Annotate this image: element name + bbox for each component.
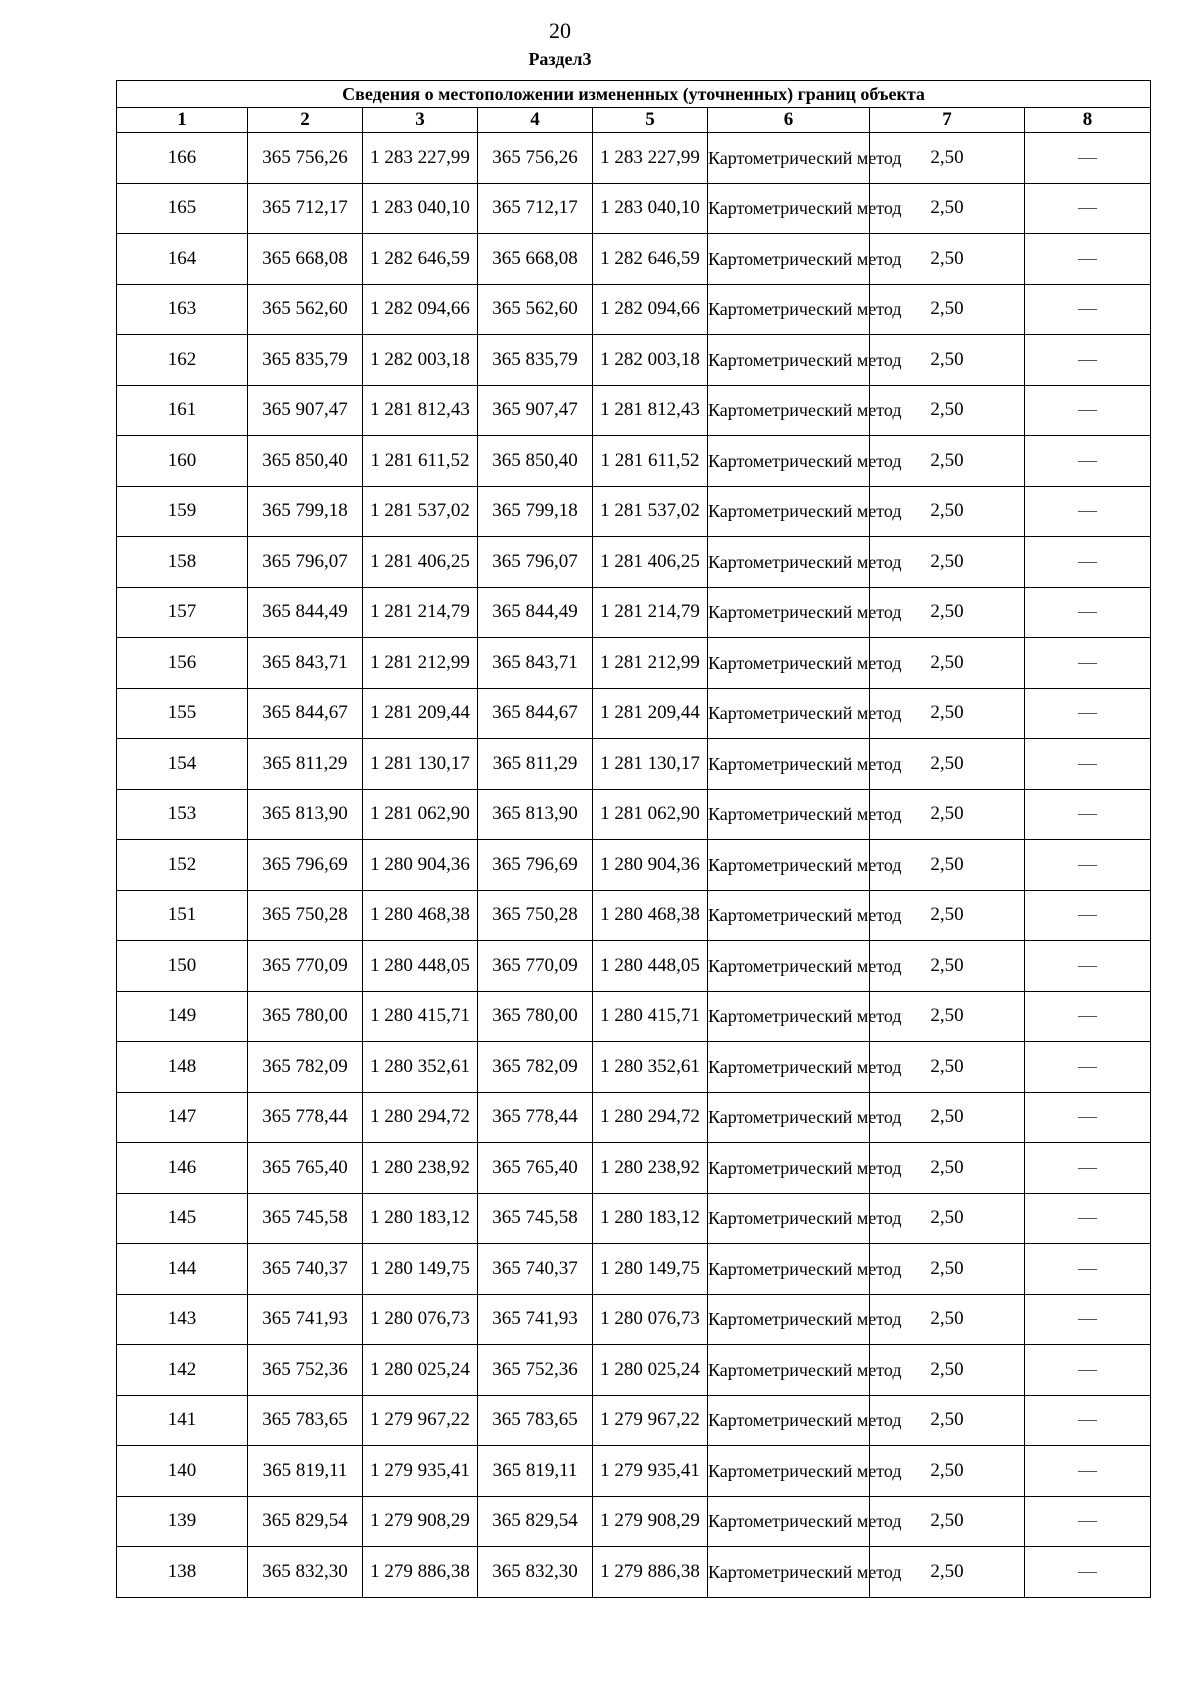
determination-method-cell: Картометрический метод [708,1294,870,1345]
table-row [117,436,1151,487]
accuracy-cell: 2,50 [870,1143,1025,1194]
y-coordinate-old-cell: 1 279 908,29 [363,1496,478,1547]
x-coordinate-new-cell: 365 811,29 [478,739,593,790]
description-cell: — [1025,1244,1151,1295]
determination-method-cell: Картометрический метод [708,1092,870,1143]
description-cell: — [1025,284,1151,335]
accuracy-cell: 2,50 [870,1042,1025,1093]
determination-method-cell: Картометрический метод [708,840,870,891]
table-row [117,1143,1151,1194]
x-coordinate-new-cell: 365 745,58 [478,1193,593,1244]
table-row [117,1345,1151,1396]
description-cell: — [1025,890,1151,941]
x-coordinate-old-cell: 365 829,54 [248,1496,363,1547]
y-coordinate-old-cell: 1 280 294,72 [363,1092,478,1143]
accuracy-cell: 2,50 [870,1395,1025,1446]
determination-method-cell: Картометрический метод [708,587,870,638]
y-coordinate-new-cell: 1 280 448,05 [593,941,708,992]
accuracy-cell: 2,50 [870,890,1025,941]
accuracy-cell: 2,50 [870,335,1025,386]
accuracy-cell: 2,50 [870,941,1025,992]
x-coordinate-new-cell: 365 756,26 [478,133,593,184]
x-coordinate-old-cell: 365 668,08 [248,234,363,285]
accuracy-cell: 2,50 [870,486,1025,537]
table-row [117,587,1151,638]
x-coordinate-old-cell: 365 562,60 [248,284,363,335]
point-number-cell: 143 [117,1294,248,1345]
y-coordinate-old-cell: 1 281 214,79 [363,587,478,638]
description-cell: — [1025,1092,1151,1143]
determination-method-cell: Картометрический метод [708,1042,870,1093]
x-coordinate-new-cell: 365 850,40 [478,436,593,487]
x-coordinate-old-cell: 365 770,09 [248,941,363,992]
x-coordinate-old-cell: 365 813,90 [248,789,363,840]
y-coordinate-old-cell: 1 281 130,17 [363,739,478,790]
table-row [117,1042,1151,1093]
y-coordinate-new-cell: 1 280 149,75 [593,1244,708,1295]
determination-method-cell: Картометрический метод [708,1244,870,1295]
determination-method-cell: Картометрический метод [708,739,870,790]
table-row [117,486,1151,537]
y-coordinate-old-cell: 1 281 062,90 [363,789,478,840]
accuracy-cell: 2,50 [870,1547,1025,1598]
accuracy-cell: 2,50 [870,436,1025,487]
x-coordinate-new-cell: 365 844,67 [478,688,593,739]
x-coordinate-old-cell: 365 907,47 [248,385,363,436]
determination-method-cell: Картометрический метод [708,133,870,184]
determination-method-cell: Картометрический метод [708,789,870,840]
column-number-7: 7 [870,108,1025,133]
description-cell: — [1025,1395,1151,1446]
y-coordinate-new-cell: 1 281 812,43 [593,385,708,436]
x-coordinate-old-cell: 365 819,11 [248,1446,363,1497]
determination-method-cell: Картометрический метод [708,537,870,588]
x-coordinate-new-cell: 365 765,40 [478,1143,593,1194]
y-coordinate-old-cell: 1 279 967,22 [363,1395,478,1446]
determination-method-cell: Картометрический метод [708,1547,870,1598]
description-cell: — [1025,537,1151,588]
point-number-cell: 151 [117,890,248,941]
determination-method-cell: Картометрический метод [708,1345,870,1396]
x-coordinate-new-cell: 365 712,17 [478,183,593,234]
coordinates-table [116,80,1151,1598]
description-cell: — [1025,739,1151,790]
y-coordinate-new-cell: 1 279 886,38 [593,1547,708,1598]
y-coordinate-new-cell: 1 282 003,18 [593,335,708,386]
y-coordinate-new-cell: 1 283 227,99 [593,133,708,184]
determination-method-cell: Картометрический метод [708,1395,870,1446]
description-cell: — [1025,941,1151,992]
point-number-cell: 158 [117,537,248,588]
description-cell: — [1025,385,1151,436]
table-row [117,688,1151,739]
x-coordinate-new-cell: 365 813,90 [478,789,593,840]
x-coordinate-old-cell: 365 756,26 [248,133,363,184]
description-cell: — [1025,991,1151,1042]
y-coordinate-new-cell: 1 281 611,52 [593,436,708,487]
description-cell: — [1025,234,1151,285]
x-coordinate-new-cell: 365 782,09 [478,1042,593,1093]
y-coordinate-old-cell: 1 280 149,75 [363,1244,478,1295]
table-row [117,1244,1151,1295]
point-number-cell: 144 [117,1244,248,1295]
point-number-cell: 159 [117,486,248,537]
y-coordinate-old-cell: 1 280 076,73 [363,1294,478,1345]
x-coordinate-old-cell: 365 752,36 [248,1345,363,1396]
accuracy-cell: 2,50 [870,840,1025,891]
x-coordinate-old-cell: 365 712,17 [248,183,363,234]
table-row [117,385,1151,436]
determination-method-cell: Картометрический метод [708,234,870,285]
description-cell: — [1025,1042,1151,1093]
description-cell: — [1025,1547,1151,1598]
x-coordinate-new-cell: 365 778,44 [478,1092,593,1143]
y-coordinate-new-cell: 1 280 183,12 [593,1193,708,1244]
x-coordinate-old-cell: 365 750,28 [248,890,363,941]
x-coordinate-old-cell: 365 850,40 [248,436,363,487]
determination-method-cell: Картометрический метод [708,1193,870,1244]
determination-method-cell: Картометрический метод [708,284,870,335]
table-row [117,739,1151,790]
table-row [117,991,1151,1042]
determination-method-cell: Картометрический метод [708,1446,870,1497]
table-row [117,183,1151,234]
point-number-cell: 139 [117,1496,248,1547]
table-row [117,941,1151,992]
y-coordinate-new-cell: 1 282 094,66 [593,284,708,335]
y-coordinate-old-cell: 1 281 812,43 [363,385,478,436]
x-coordinate-old-cell: 365 796,69 [248,840,363,891]
description-cell: — [1025,1143,1151,1194]
point-number-cell: 154 [117,739,248,790]
y-coordinate-old-cell: 1 281 406,25 [363,537,478,588]
column-number-6: 6 [708,108,870,133]
point-number-cell: 138 [117,1547,248,1598]
point-number-cell: 145 [117,1193,248,1244]
point-number-cell: 148 [117,1042,248,1093]
point-number-cell: 156 [117,638,248,689]
determination-method-cell: Картометрический метод [708,941,870,992]
x-coordinate-old-cell: 365 778,44 [248,1092,363,1143]
x-coordinate-old-cell: 365 745,58 [248,1193,363,1244]
description-cell: — [1025,789,1151,840]
x-coordinate-new-cell: 365 796,69 [478,840,593,891]
description-cell: — [1025,1446,1151,1497]
y-coordinate-new-cell: 1 279 935,41 [593,1446,708,1497]
accuracy-cell: 2,50 [870,739,1025,790]
x-coordinate-old-cell: 365 780,00 [248,991,363,1042]
point-number-cell: 163 [117,284,248,335]
y-coordinate-old-cell: 1 280 183,12 [363,1193,478,1244]
accuracy-cell: 2,50 [870,688,1025,739]
y-coordinate-old-cell: 1 279 935,41 [363,1446,478,1497]
x-coordinate-new-cell: 365 752,36 [478,1345,593,1396]
x-coordinate-old-cell: 365 783,65 [248,1395,363,1446]
table-body [117,133,1151,1598]
x-coordinate-new-cell: 365 783,65 [478,1395,593,1446]
y-coordinate-new-cell: 1 280 415,71 [593,991,708,1042]
x-coordinate-new-cell: 365 562,60 [478,284,593,335]
x-coordinate-old-cell: 365 832,30 [248,1547,363,1598]
table-row [117,1092,1151,1143]
determination-method-cell: Картометрический метод [708,335,870,386]
x-coordinate-old-cell: 365 740,37 [248,1244,363,1295]
determination-method-cell: Картометрический метод [708,890,870,941]
table-row [117,1395,1151,1446]
description-cell: — [1025,436,1151,487]
x-coordinate-new-cell: 365 796,07 [478,537,593,588]
determination-method-cell: Картометрический метод [708,1496,870,1547]
x-coordinate-old-cell: 365 796,07 [248,537,363,588]
y-coordinate-old-cell: 1 280 238,92 [363,1143,478,1194]
y-coordinate-new-cell: 1 281 212,99 [593,638,708,689]
y-coordinate-old-cell: 1 281 212,99 [363,638,478,689]
description-cell: — [1025,1193,1151,1244]
x-coordinate-old-cell: 365 741,93 [248,1294,363,1345]
accuracy-cell: 2,50 [870,1294,1025,1345]
x-coordinate-old-cell: 365 799,18 [248,486,363,537]
y-coordinate-new-cell: 1 279 908,29 [593,1496,708,1547]
table-row [117,133,1151,184]
x-coordinate-old-cell: 365 835,79 [248,335,363,386]
x-coordinate-new-cell: 365 843,71 [478,638,593,689]
x-coordinate-new-cell: 365 832,30 [478,1547,593,1598]
y-coordinate-old-cell: 1 281 537,02 [363,486,478,537]
accuracy-cell: 2,50 [870,1193,1025,1244]
y-coordinate-new-cell: 1 281 406,25 [593,537,708,588]
accuracy-cell: 2,50 [870,1244,1025,1295]
y-coordinate-new-cell: 1 280 904,36 [593,840,708,891]
description-cell: — [1025,638,1151,689]
accuracy-cell: 2,50 [870,133,1025,184]
y-coordinate-new-cell: 1 281 130,17 [593,739,708,790]
accuracy-cell: 2,50 [870,991,1025,1042]
accuracy-cell: 2,50 [870,587,1025,638]
y-coordinate-old-cell: 1 280 448,05 [363,941,478,992]
accuracy-cell: 2,50 [870,1092,1025,1143]
column-number-5: 5 [593,108,708,133]
y-coordinate-old-cell: 1 280 468,38 [363,890,478,941]
determination-method-cell: Картометрический метод [708,486,870,537]
x-coordinate-new-cell: 365 741,93 [478,1294,593,1345]
x-coordinate-new-cell: 365 907,47 [478,385,593,436]
point-number-cell: 157 [117,587,248,638]
table-row [117,284,1151,335]
y-coordinate-old-cell: 1 282 646,59 [363,234,478,285]
table-row [117,234,1151,285]
point-number-cell: 164 [117,234,248,285]
x-coordinate-new-cell: 365 844,49 [478,587,593,638]
y-coordinate-new-cell: 1 280 352,61 [593,1042,708,1093]
point-number-cell: 141 [117,1395,248,1446]
accuracy-cell: 2,50 [870,1345,1025,1396]
determination-method-cell: Картометрический метод [708,688,870,739]
x-coordinate-old-cell: 365 843,71 [248,638,363,689]
determination-method-cell: Картометрический метод [708,991,870,1042]
y-coordinate-new-cell: 1 281 537,02 [593,486,708,537]
description-cell: — [1025,183,1151,234]
accuracy-cell: 2,50 [870,385,1025,436]
description-cell: — [1025,1345,1151,1396]
point-number-cell: 161 [117,385,248,436]
y-coordinate-new-cell: 1 281 062,90 [593,789,708,840]
y-coordinate-old-cell: 1 283 227,99 [363,133,478,184]
y-coordinate-old-cell: 1 283 040,10 [363,183,478,234]
x-coordinate-old-cell: 365 765,40 [248,1143,363,1194]
y-coordinate-old-cell: 1 280 904,36 [363,840,478,891]
x-coordinate-new-cell: 365 780,00 [478,991,593,1042]
y-coordinate-new-cell: 1 280 025,24 [593,1345,708,1396]
description-cell: — [1025,840,1151,891]
description-cell: — [1025,1496,1151,1547]
point-number-cell: 147 [117,1092,248,1143]
table-row [117,638,1151,689]
table-row [117,335,1151,386]
determination-method-cell: Картометрический метод [708,385,870,436]
point-number-cell: 146 [117,1143,248,1194]
y-coordinate-old-cell: 1 281 209,44 [363,688,478,739]
column-number-4: 4 [478,108,593,133]
x-coordinate-old-cell: 365 844,67 [248,688,363,739]
point-number-cell: 152 [117,840,248,891]
description-cell: — [1025,587,1151,638]
description-cell: — [1025,486,1151,537]
y-coordinate-new-cell: 1 280 238,92 [593,1143,708,1194]
x-coordinate-new-cell: 365 740,37 [478,1244,593,1295]
determination-method-cell: Картометрический метод [708,436,870,487]
description-cell: — [1025,1294,1151,1345]
point-number-cell: 155 [117,688,248,739]
point-number-cell: 150 [117,941,248,992]
accuracy-cell: 2,50 [870,537,1025,588]
description-cell: — [1025,133,1151,184]
point-number-cell: 142 [117,1345,248,1396]
y-coordinate-new-cell: 1 279 967,22 [593,1395,708,1446]
x-coordinate-old-cell: 365 782,09 [248,1042,363,1093]
y-coordinate-new-cell: 1 280 468,38 [593,890,708,941]
y-coordinate-old-cell: 1 280 025,24 [363,1345,478,1396]
column-number-3: 3 [363,108,478,133]
y-coordinate-new-cell: 1 280 294,72 [593,1092,708,1143]
y-coordinate-new-cell: 1 283 040,10 [593,183,708,234]
accuracy-cell: 2,50 [870,789,1025,840]
table-row [117,840,1151,891]
table-row [117,537,1151,588]
x-coordinate-new-cell: 365 799,18 [478,486,593,537]
point-number-cell: 162 [117,335,248,386]
accuracy-cell: 2,50 [870,183,1025,234]
determination-method-cell: Картометрический метод [708,638,870,689]
accuracy-cell: 2,50 [870,284,1025,335]
table-row [117,890,1151,941]
x-coordinate-old-cell: 365 811,29 [248,739,363,790]
y-coordinate-old-cell: 1 282 003,18 [363,335,478,386]
description-cell: — [1025,688,1151,739]
y-coordinate-new-cell: 1 281 214,79 [593,587,708,638]
description-cell: — [1025,335,1151,386]
page-number: 20 [549,18,571,43]
point-number-cell: 166 [117,133,248,184]
column-number-2: 2 [248,108,363,133]
column-number-8: 8 [1025,108,1151,133]
x-coordinate-new-cell: 365 835,79 [478,335,593,386]
x-coordinate-old-cell: 365 844,49 [248,587,363,638]
accuracy-cell: 2,50 [870,1446,1025,1497]
y-coordinate-new-cell: 1 280 076,73 [593,1294,708,1345]
table-row [117,1496,1151,1547]
y-coordinate-new-cell: 1 282 646,59 [593,234,708,285]
y-coordinate-old-cell: 1 280 415,71 [363,991,478,1042]
determination-method-cell: Картометрический метод [708,1143,870,1194]
column-number-row [117,108,1151,133]
y-coordinate-new-cell: 1 281 209,44 [593,688,708,739]
x-coordinate-new-cell: 365 819,11 [478,1446,593,1497]
section-title: Раздел3 [528,49,592,69]
x-coordinate-new-cell: 365 750,28 [478,890,593,941]
accuracy-cell: 2,50 [870,1496,1025,1547]
x-coordinate-new-cell: 365 829,54 [478,1496,593,1547]
point-number-cell: 153 [117,789,248,840]
y-coordinate-old-cell: 1 281 611,52 [363,436,478,487]
point-number-cell: 149 [117,991,248,1042]
determination-method-cell: Картометрический метод [708,183,870,234]
table-row [117,1446,1151,1497]
accuracy-cell: 2,50 [870,638,1025,689]
column-number-1: 1 [117,108,248,133]
table-row [117,1193,1151,1244]
point-number-cell: 140 [117,1446,248,1497]
table-row [117,1547,1151,1598]
y-coordinate-old-cell: 1 282 094,66 [363,284,478,335]
table-row [117,789,1151,840]
point-number-cell: 165 [117,183,248,234]
x-coordinate-new-cell: 365 770,09 [478,941,593,992]
x-coordinate-new-cell: 365 668,08 [478,234,593,285]
point-number-cell: 160 [117,436,248,487]
table-row [117,1294,1151,1345]
y-coordinate-old-cell: 1 280 352,61 [363,1042,478,1093]
table-caption: Сведения о местоположении измененных (уточненных) границ объекта [117,81,1151,108]
accuracy-cell: 2,50 [870,234,1025,285]
y-coordinate-old-cell: 1 279 886,38 [363,1547,478,1598]
